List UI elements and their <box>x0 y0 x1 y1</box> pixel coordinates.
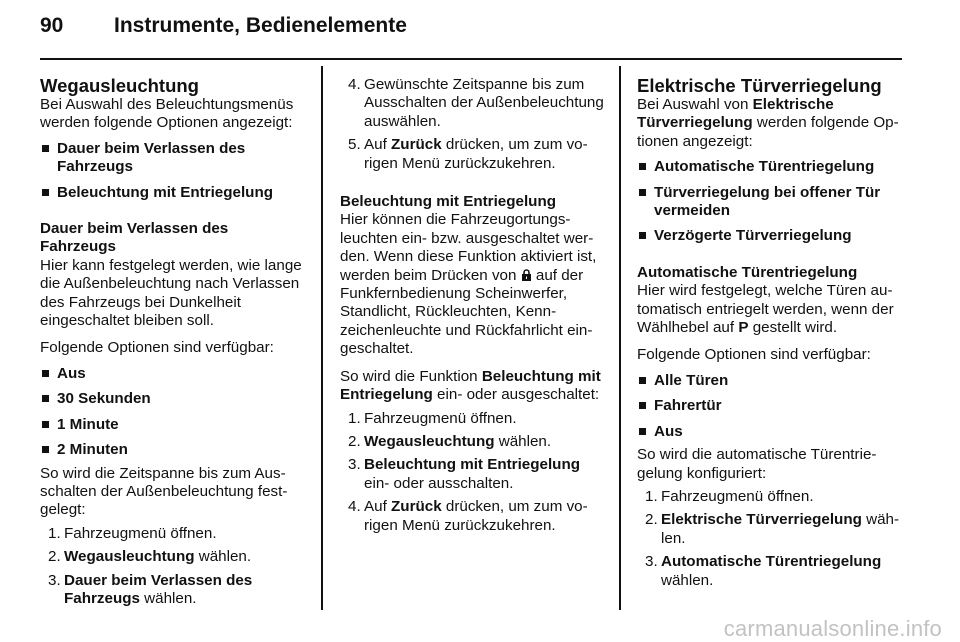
sub-title-beleuchtung: Beleuchtung mit Entriegelung <box>340 193 557 211</box>
list-item: Automatische Türentriegelung <box>637 158 905 176</box>
section-title-tuerverriegelung: Elektrische Türverriegelung <box>637 75 882 96</box>
lock-icon <box>521 269 532 281</box>
list-item: Alle Türen <box>637 372 905 390</box>
body-text: Hier können die Fahrzeugortungsleuchten ein- bzw. ausgeschaltet werden. Wenn diese Funktion aktiviert ist, werden beim Drücken von auf der Funkfernbedienung Scheinwerfer, Standlicht, Rückleuchten, Kennzeichenleuchte und Rückfahrlicht eingeschaltet. <box>340 211 597 358</box>
sub-title-automatische: Automatische Türentriegelung <box>637 263 858 281</box>
steps-list <box>637 488 905 590</box>
duration-options-list <box>40 365 308 460</box>
list-item: Aus <box>637 423 905 441</box>
list-item: 30 Sekunden <box>40 390 308 408</box>
step-item: 3. Beleuchtung mit Entriegelung ein- oder ausschalten. <box>348 456 581 492</box>
sub-text: Hier wird festgelegt, welche Türen automatisch entriegelt werden, wenn der Wählhebel auf P gestellt wird. <box>637 282 894 337</box>
column-divider-2 <box>619 66 621 610</box>
header-rule <box>40 58 902 60</box>
step-item: 5. Auf Zurück drücken, um zum vorigen Menü zurückzukehren. <box>348 136 588 172</box>
options-intro: Folgende Optionen sind verfügbar: <box>637 346 871 364</box>
watermark: carmanualsonline.info <box>723 616 942 641</box>
steps-intro: So wird die automatische Türentriegelung konfiguriert: <box>637 446 877 482</box>
page-header <box>40 14 407 46</box>
list-item: 2 Minuten <box>40 441 308 459</box>
step-item: 1. Fahrzeugmenü öffnen. <box>645 487 814 505</box>
list-item: Beleuchtung mit Entriegelung <box>40 184 308 202</box>
step-item: 4. Gewünschte Zeitspanne bis zum Ausschalten der Außenbeleuchtung auswählen. <box>348 76 604 130</box>
step-item: 2. Elektrische Türverriegelung wählen. <box>645 511 900 547</box>
steps-intro: So wird die Zeitspanne bis zum Ausschalten der Außenbeleuchtung festgelegt: <box>40 464 288 519</box>
intro-text: Bei Auswahl von Elektrische Türverriegelung werden folgende Optionen angezeigt: <box>637 96 899 150</box>
column-2 <box>340 76 608 535</box>
options-intro: Folgende Optionen sind verfügbar: <box>40 339 274 357</box>
step-item: 2. Wegausleuchtung wählen. <box>348 432 552 450</box>
menu-options-list <box>637 158 905 246</box>
step-item: 4. Auf Zurück drücken, um zum vorigen Menü zurückzukehren. <box>348 498 588 534</box>
toggle-steps-list <box>340 410 608 535</box>
list-item: Aus <box>40 365 308 383</box>
column-divider-1 <box>321 66 323 610</box>
steps-list <box>40 525 308 609</box>
list-item: Türverriegelung bei offener Tür vermeiden <box>637 184 905 221</box>
door-options-list <box>637 372 905 441</box>
page-number: 90 <box>40 14 64 37</box>
column-3 <box>637 76 905 590</box>
intro-text: Bei Auswahl des Beleuchtungsmenüs werden folgende Optionen angezeigt: <box>40 96 294 132</box>
sub-title-dauer: Dauer beim Verlassen des Fahrzeugs <box>40 220 229 256</box>
menu-options-list <box>40 140 308 202</box>
list-item: Verzögerte Türverriegelung <box>637 227 905 245</box>
step-item: 3. Dauer beim Verlassen des Fahrzeugs wählen. <box>48 571 253 607</box>
section-title-wegausleuchtung: Wegausleuchtung <box>40 75 199 96</box>
sub-text: Hier kann festgelegt werden, wie lange die Außenbeleuchtung nach Verlassen des Fahrzeugs bei Dunkelheit eingeschaltet bleiben soll. <box>40 256 302 330</box>
step-item: 3. Automatische Türentriegelung wählen. <box>645 553 882 589</box>
list-item: 1 Minute <box>40 416 308 434</box>
toggle-intro: So wird die Funktion Beleuchtung mit Entriegelung ein- oder ausgeschaltet: <box>340 367 601 404</box>
steps-list-continued <box>340 76 608 173</box>
step-item: 2. Wegausleuchtung wählen. <box>48 548 252 566</box>
list-item: Fahrertür <box>637 397 905 415</box>
chapter-title: Instrumente, Bedienelemente <box>114 14 407 37</box>
column-1 <box>40 76 308 608</box>
list-item: Dauer beim Verlassen des Fahrzeugs <box>40 140 308 177</box>
step-item: 1. Fahrzeugmenü öffnen. <box>48 524 217 542</box>
step-item: 1. Fahrzeugmenü öffnen. <box>348 409 517 427</box>
